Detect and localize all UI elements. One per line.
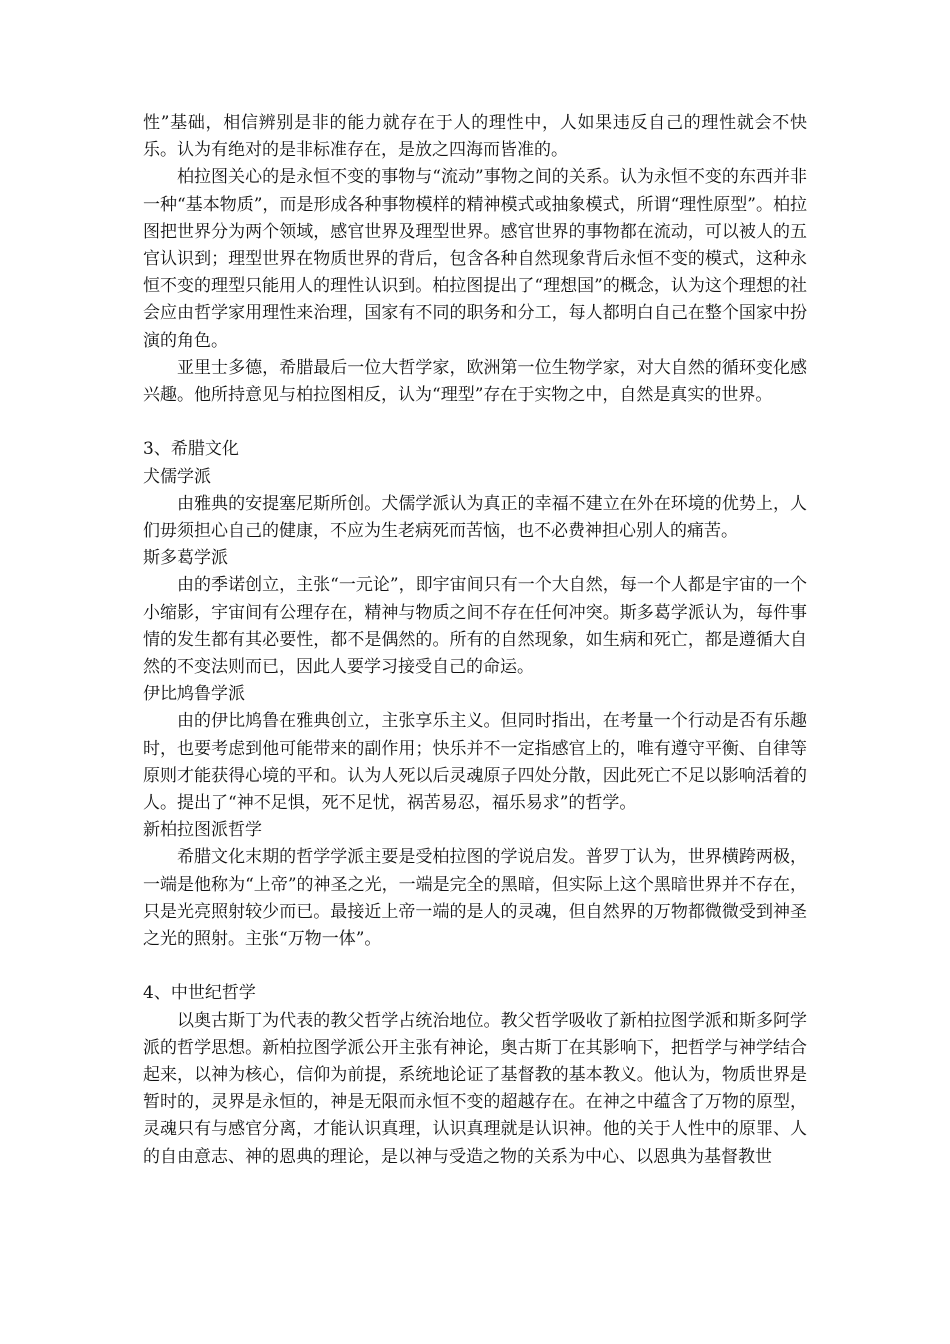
document-page	[143, 110, 807, 1171]
section-heading: 新柏拉图派哲学	[143, 820, 262, 841]
paragraph: 亚里士多德，希腊最后一位大哲学家，欧洲第一位生物学家，对大自然的循环变化感兴趣。他所持意见与柏拉图相反，认为“理型”存在于实物之中，自然是真实的世界。	[143, 357, 807, 406]
section-heading: 伊比鸠鲁学派	[143, 684, 245, 705]
section-heading: 斯多葛学派	[143, 548, 228, 569]
paragraph: 性”基础，相信辨别是非的能力就存在于人的理性中，人如果违反自己的理性就会不快乐。认为有绝对的是非标准存在，是放之四海而皆准的。	[143, 113, 807, 161]
paragraph: 由的季诺创立，主张“一元论”，即宇宙间只有一个大自然，每一个人都是宇宙的一个小缩影，宇宙间有公理存在，精神与物质之间不存在任何冲突。斯多葛学派认为，每件事情的发生都有其必要性，都不是偶然的。所有的自然现象，如生病和死亡，都是遵循大自然的不变法则而已，因此人要学习接受自己的命运。	[143, 575, 807, 678]
section-heading: 犬儒学派	[143, 466, 211, 487]
section-heading: 4、中世纪哲学	[143, 983, 256, 1004]
blank-line	[143, 953, 807, 980]
paragraph: 以奥古斯丁为代表的教父哲学占统治地位。教父哲学吸收了新柏拉图学派和斯多阿学派的哲学思想。新柏拉图学派公开主张有神论，奥古斯丁在其影响下，把哲学与神学结合起来，以神为核心，信仰为前提，系统地论证了基督教的基本教义。他认为，物质世界是暂时的，灵界是永恒的，神是无限而永恒不变的超越存在。在神之中蕴含了万物的原型，灵魂只有与感官分离，才能认识真理，认识真理就是认识神。他的关于人性中的原罪、人的自由意志、神的恩典的理论，是以神与受造之物的关系为中心、以恩典为基督教世	[143, 1010, 807, 1167]
section-heading: 3、希腊文化	[143, 439, 239, 460]
paragraph: 由的伊比鸠鲁在雅典创立，主张享乐主义。但同时指出，在考量一个行动是否有乐趣时，也要考虑到他可能带来的副作用；快乐并不一定指感官上的，唯有遵守平衡、自律等原则才能获得心境的平和。认为人死以后灵魂原子四处分散，因此死亡不足以影响活着的人。提出了“神不足惧，死不足忧，祸苦易忍，福乐易求”的哲学。	[143, 711, 807, 814]
paragraph: 希腊文化末期的哲学学派主要是受柏拉图的学说启发。普罗丁认为，世界横跨两极，一端是他称为“上帝”的神圣之光，一端是完全的黑暗，但实际上这个黑暗世界并不存在，只是光亮照射较少而已。最接近上帝一端的是人的灵魂，但自然界的万物都微微受到神圣之光的照射。主张“万物一体”。	[143, 847, 807, 950]
paragraph: 由雅典的安提塞尼斯所创。犬儒学派认为真正的幸福不建立在外在环境的优势上，人们毋须担心自己的健康，不应为生老病死而苦恼，也不必费神担心别人的痛苦。	[143, 493, 807, 542]
blank-line	[143, 409, 807, 436]
paragraph: 柏拉图关心的是永恒不变的事物与“流动”事物之间的关系。认为永恒不变的东西并非一种“基本物质”，而是形成各种事物模样的精神模式或抽象模式，所谓“理性原型”。柏拉图把世界分为两个领域，感官世界及理型世界。感官世界的事物都在流动，可以被人的五官认识到；理型世界在物质世界的背后，包含各种自然现象背后永恒不变的模式，这种永恒不变的理型只能用人的理性认识到。柏拉图提出了“理想国”的概念，认为这个理想的社会应由哲学家用理性来治理，国家有不同的职务和分工，每人都明白自己在整个国家中扮演的角色。	[143, 167, 807, 351]
